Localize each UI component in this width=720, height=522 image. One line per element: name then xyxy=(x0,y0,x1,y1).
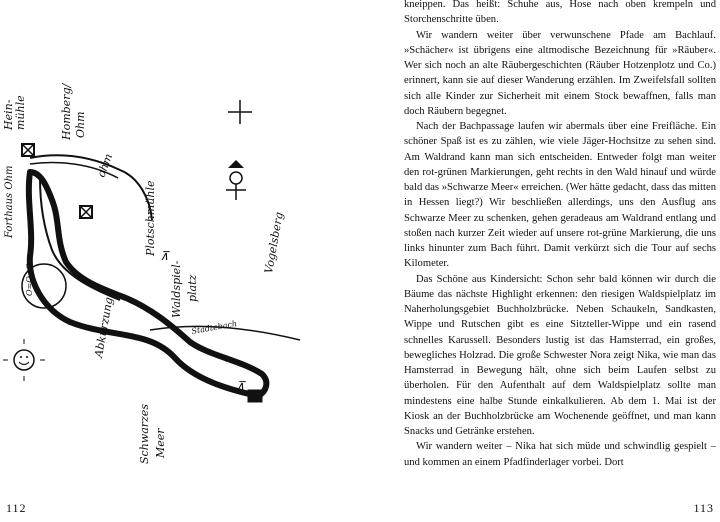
svg-text:⊼: ⊼ xyxy=(236,379,245,393)
label-heinmuehle-2: mühle xyxy=(14,95,27,130)
svg-text:⊼: ⊼ xyxy=(160,249,169,263)
label-homberg-1: Homberg/ xyxy=(60,83,73,140)
right-page xyxy=(360,0,720,522)
paragraph-4: Das Schöne aus Kindersicht: Schon sehr bald können wir durch die Bäume das nächste Highlight erkennen: den riesigen Waldspielplatz im Naherholungsgebiet Buchholzbrücke. Neben Schaukeln, Sandkasten, Wippe und Rutschen gibt es eine Sitzteller-Wippe und ein rasend schnelles Karussell. Besonders lustig ist das Hamsterrad, ein großes, bewegliches Holzrad. Die große Schwester Nora zeigt Nika, wie man das Hamsterrad in Bewegung hält, ohne sich beim Laufen selbst zu überholen. Für den Aufenthalt auf dem Waldspielplatz sollte man mindestens eine halbe Stunde einkalkulieren. Ab dem 1. Mai ist der Kiosk an der Buchholzbrücke am Wochenende geöffnet, und man kann Snacks und Getränke erstehen. xyxy=(404,273,716,437)
paragraph-3: Nach der Bachpassage laufen wir abermals über eine Freifläche. Ein schöner Spaß ist es zu zählen, wie viele Jäger-Hochsitze zu sehen sind. Am Waldrand kann man sich entscheiden. Entweder folgt man weiter den rot-grünen Markierungen, geht rechts in den Wald hinauf und würde bald das »Schwarze Meer« erreichen. (Wer hätte gedacht, dass das mitten in Hessen liegt?) Wir beschließen allerdings, uns den Ausflug ans Schwarze Meer zu schenken, gehen geradeaus am Waldrand entlang und stoßen nach kurzer Zeit wieder auf unsere rot-grüne Markierung, die uns links hinunter zum Bach führt. Damit verkürzt sich die Tour auf sechs Kilometer. xyxy=(404,121,716,270)
compass-icon xyxy=(228,100,252,124)
label-vogelsberg: Vogelsberg xyxy=(262,211,286,275)
label-ohmmuehle: O=O=O xyxy=(25,262,34,296)
label-plotschmuehle: Plotschmühle xyxy=(144,180,157,256)
paragraph-1: kneippen. Das heißt: Schuhe aus, Hose nach oben krempeln und Storchenschritte üben. xyxy=(404,0,716,26)
sun-icon xyxy=(3,339,45,381)
label-bach: Stadtebach xyxy=(190,319,238,336)
label-schwarzes-meer-1: Schwarzes xyxy=(138,404,151,464)
page-number-right: 113 xyxy=(693,501,714,515)
label-schwarzes-meer-2: Meer xyxy=(154,428,167,458)
label-waldspielplatz-2: platz xyxy=(186,274,199,302)
paragraph-5: Wir wandern weiter – Nika hat sich müde und schwindlig gespielt – und kommen an einem Pfadfinderlager vorbei. Dort xyxy=(404,441,716,468)
label-heinmuehle-1: Hein- xyxy=(2,99,15,130)
robber-figure-icon xyxy=(226,160,246,200)
hand-drawn-route-map xyxy=(0,60,340,480)
page-number-left: 112 xyxy=(6,501,27,515)
label-forthaus-ohm: Forthaus Ohm xyxy=(4,165,15,238)
label-ohm: ohm xyxy=(94,151,116,180)
label-homberg-2: Ohm xyxy=(74,111,87,138)
label-abkuerzung: Abkürzung xyxy=(92,296,116,359)
body-text xyxy=(404,0,716,470)
paragraph-2: Wir wandern weiter über verwunschene Pfade am Bachlauf. »Schächer« ist übrigens eine altmodische Bezeichnung für »Räuber«. Wer sich noch an alte Räubergeschichten (Räuber Hotzenplotz und Co.) erinnert, kann sie auf dieser Wanderung erzählen. Im Zweifelsfall sollten sich alle Kinder zur Sicherheit mit einem Stock bewaffnen, falls man doch Räubern begegnet. xyxy=(404,29,716,117)
label-waldspielplatz-1: Waldspiel- xyxy=(170,260,183,318)
meer-marker xyxy=(248,390,262,402)
